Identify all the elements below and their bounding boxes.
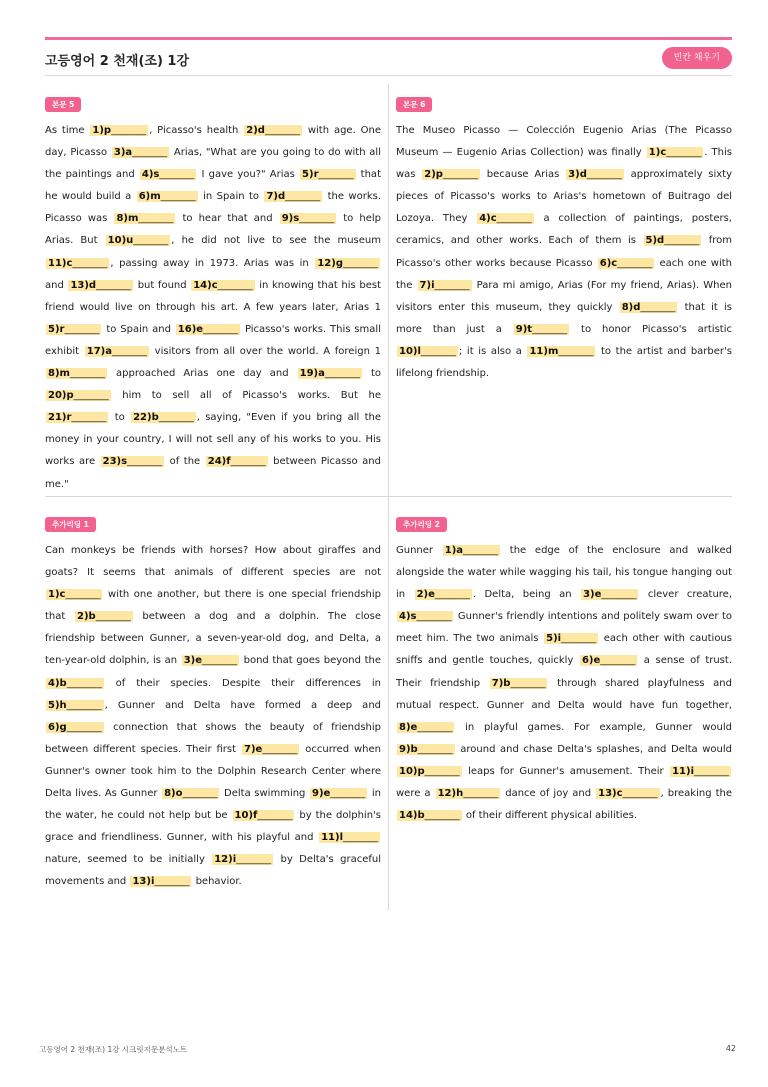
fill-blank[interactable] — [315, 258, 380, 269]
blank-line: _______ — [66, 721, 102, 733]
passage-fragment: Arias, "What are you going to do with all the paintings and — [45, 147, 381, 181]
blank-hint: 4)s — [399, 611, 417, 623]
blank-hint: 3)d — [568, 169, 587, 181]
passage-fragment: the edge of the enclosure and walked alongside the water while wagging his tail, his tongue hanging out in — [396, 545, 732, 601]
fill-blank[interactable] — [647, 147, 703, 158]
passage-fragment: Para mi amigo, Arias (For my friend, Arias). When visitors enter this museum, they quickly — [396, 279, 732, 313]
fill-blank[interactable] — [244, 125, 302, 136]
fill-blank[interactable] — [206, 456, 268, 467]
passage-fragment: a sense of trust. Their friendship — [396, 655, 732, 689]
blank-hint: 7)i — [419, 279, 435, 291]
blank-line: _______ — [299, 213, 335, 225]
passage-fragment: The Museo Picasso — Colección Eugenio Arias (The Picasso Museum — Eugenio Arias Collection) was finally — [396, 125, 732, 159]
section-extra-reading-2 — [396, 512, 732, 827]
blank-hint: 19)a — [299, 368, 325, 380]
blank-line: _______ — [72, 257, 108, 269]
blank-line: _______ — [496, 213, 532, 225]
blank-line: _______ — [95, 611, 131, 623]
blank-hint: 5)h — [48, 699, 67, 711]
passage-fragment: occurred when Gunner's owner took him to the Dolphin Research Center where Delta lives. As Gunner — [45, 743, 381, 800]
passage-fragment: , breaking the — [660, 788, 732, 800]
fill-blank[interactable] — [131, 412, 196, 423]
passage-fragment: between a dog and a dolphin. The close friendship between Gunner, a seven-year-old dog, and Delta, a ten-year-old dolphin, is an — [45, 611, 381, 667]
fill-blank[interactable] — [397, 611, 453, 622]
passage-text — [45, 540, 381, 894]
blank-hint: 5)r — [48, 323, 65, 335]
blank-line: _______ — [236, 854, 272, 866]
passage-fragment: to hear that and — [176, 213, 279, 225]
blank-hint: 8)m — [48, 368, 70, 380]
blank-line: _______ — [463, 788, 499, 800]
passage-fragment: through shared playfulness and mutual respect. Gunner and Delta would have fun together, — [396, 677, 732, 711]
blank-hint: 20)p — [48, 390, 74, 402]
blank-line: _______ — [664, 235, 700, 247]
section-bonmun-5 — [45, 92, 381, 496]
passage-fragment: dance of joy and — [501, 788, 596, 800]
blank-line: _______ — [66, 677, 102, 689]
passage-fragment: I gave you?" Arias — [197, 169, 300, 181]
section-tag: 추가리딩 2 — [396, 517, 447, 532]
blank-hint: 10)f — [234, 810, 258, 822]
blank-line: _______ — [424, 765, 460, 777]
passage-fragment: nature, seemed to be initially — [45, 854, 212, 866]
page-title: 고등영어 2 천재(조) 1강 — [45, 54, 190, 69]
blank-hint: 5)d — [645, 235, 665, 247]
passage-fragment: . Delta, being an — [472, 589, 581, 601]
fill-blank[interactable] — [580, 655, 637, 666]
blank-line: _______ — [264, 125, 300, 136]
header-accent-bar — [45, 37, 732, 40]
fill-blank[interactable] — [477, 213, 533, 224]
blank-line: _______ — [65, 589, 101, 601]
fill-blank[interactable] — [566, 169, 624, 180]
section-extra-reading-1 — [45, 512, 381, 894]
blank-line: _______ — [424, 810, 460, 822]
blank-line: _______ — [416, 611, 452, 623]
passage-fragment: Gunner's friendly intentions and politely swam over to meet him. The two animals — [396, 611, 732, 645]
blank-line: _______ — [463, 545, 499, 556]
blank-line: _______ — [285, 191, 321, 203]
passage-fragment: . This was — [396, 147, 732, 181]
passage-fragment: in knowing that his best friend would live on through his art. A few years later, Arias 1 — [45, 279, 381, 313]
blank-hint: 9)b — [399, 743, 418, 755]
section-bonmun-6 — [396, 92, 732, 385]
blank-line: _______ — [230, 456, 266, 468]
passage-fragment: , passing away in 1973. Arias was in — [110, 257, 315, 269]
passage-fragment: each other with cautious sniffs and gentle touches, quickly — [396, 633, 732, 667]
blank-line: _______ — [66, 699, 102, 711]
blank-line: _______ — [640, 301, 676, 313]
blank-line: _______ — [434, 279, 470, 291]
blank-hint: 11)m — [529, 345, 559, 357]
blank-hint: 4)s — [141, 169, 160, 181]
blank-line: _______ — [111, 125, 147, 136]
blank-line: _______ — [561, 633, 597, 645]
passage-fragment: , saying, "Even if you bring all the money in your country, I will not sell any of his works to you. His works are — [45, 412, 381, 468]
passage-fragment: with age. One day, Picasso — [45, 125, 381, 159]
passage-text — [396, 120, 732, 385]
blank-line: _______ — [417, 743, 453, 755]
blank-hint: 2)e — [416, 589, 435, 601]
blank-hint: 5)i — [546, 633, 562, 645]
blank-hint: 2)p — [424, 169, 443, 181]
blank-hint: 4)b — [48, 677, 67, 689]
passage-fragment: the works. Picasso was — [45, 191, 381, 225]
blank-hint: 8)m — [116, 213, 139, 225]
passage-fragment: to Spain and — [102, 323, 175, 335]
passage-fragment: to honor Picasso's artistic — [570, 323, 732, 335]
passage-fragment: but found — [134, 279, 191, 291]
blank-hint: 11)c — [48, 257, 73, 269]
fill-blank[interactable] — [443, 545, 500, 556]
page-number: 42 — [725, 1044, 736, 1053]
fill-blank[interactable] — [298, 368, 362, 379]
blank-hint: 10)u — [107, 235, 134, 247]
fill-blank[interactable] — [598, 258, 654, 269]
blank-line: _______ — [138, 213, 174, 225]
blank-hint: 4)c — [479, 213, 497, 225]
fill-blank[interactable] — [191, 280, 254, 291]
blank-line: _______ — [600, 655, 636, 667]
fill-blank[interactable] — [490, 678, 548, 689]
blank-hint: 11)i — [672, 765, 694, 777]
blank-line: _______ — [160, 191, 196, 203]
passage-fragment: in playful games. For example, Gunner would — [455, 721, 732, 733]
blank-hint: 13)d — [70, 279, 97, 291]
blank-line: _______ — [532, 323, 568, 335]
blank-hint: 3)a — [113, 147, 133, 159]
fill-blank[interactable] — [670, 766, 731, 777]
blank-line: _______ — [154, 876, 190, 888]
passage-fragment: from Picasso's other works because Picasso — [396, 235, 732, 269]
fill-blank[interactable] — [436, 788, 501, 799]
passage-fragment: and — [45, 279, 68, 291]
fill-blank[interactable] — [90, 125, 148, 136]
blank-hint: 12)h — [437, 788, 464, 800]
section-tag: 추가리딩 1 — [45, 517, 96, 532]
fill-blank[interactable] — [415, 589, 472, 600]
fill-blank[interactable] — [68, 280, 133, 291]
blank-hint: 8)o — [164, 788, 183, 800]
passage-fragment: to help Arias. But — [45, 213, 381, 247]
passage-fragment: visitors from all over the world. A foreign 1 — [149, 345, 381, 357]
passage-fragment: in the water, he could not help but be — [45, 788, 381, 822]
fill-blank[interactable] — [212, 854, 273, 865]
fill-blank[interactable] — [620, 302, 678, 313]
blank-line: _______ — [257, 810, 293, 822]
passage-fragment: each one with the — [396, 257, 732, 291]
blank-hint: 14)c — [193, 279, 218, 291]
blank-hint: 16)e — [177, 323, 204, 335]
passage-fragment: approximately sixty pieces of Picasso's works to Arias's hometown of Buitrago del Lozoya. They — [396, 169, 732, 225]
fill-blank[interactable] — [140, 169, 196, 180]
blank-line: _______ — [694, 765, 729, 777]
blank-line: _______ — [202, 655, 237, 667]
passage-fragment: ; it is also a — [458, 345, 527, 357]
fill-blank[interactable] — [46, 368, 107, 379]
blank-hint: 2)b — [77, 611, 96, 623]
blank-line: _______ — [318, 169, 354, 181]
passage-fragment: of their species. Despite their differences in — [104, 677, 381, 689]
passage-fragment: behavior. — [192, 876, 242, 888]
blank-hint: 24)f — [207, 456, 231, 468]
blank-line: _______ — [343, 832, 378, 844]
fill-blank[interactable] — [544, 633, 598, 644]
blank-line: _______ — [330, 788, 366, 800]
passage-fragment: As time — [45, 125, 90, 136]
passage-fragment: , Gunner and Delta have formed a deep and — [104, 699, 381, 711]
blank-hint: 10)l — [399, 345, 421, 357]
passage-text — [45, 120, 381, 496]
blank-line: _______ — [324, 368, 360, 380]
fill-blank[interactable] — [114, 213, 175, 224]
fill-blank[interactable] — [106, 235, 171, 246]
blank-hint: 9)e — [311, 788, 331, 800]
passage-text — [396, 540, 732, 827]
blank-hint: 6)g — [48, 721, 67, 733]
header-divider — [45, 75, 732, 76]
blank-hint: 17)a — [86, 345, 112, 357]
passage-fragment: of the — [165, 456, 205, 468]
blank-line: _______ — [127, 456, 163, 468]
fill-blank[interactable] — [319, 832, 380, 843]
fill-blank[interactable] — [233, 810, 295, 821]
blank-line: _______ — [182, 788, 218, 800]
passage-fragment: him to sell all of Picasso's works. But he — [111, 390, 381, 402]
blank-line: _______ — [510, 677, 546, 689]
blank-hint: 7)d — [266, 191, 286, 203]
passage-fragment: because Arias — [480, 169, 566, 181]
blank-line: _______ — [159, 169, 195, 181]
passage-fragment: , he did not live to see the museum — [171, 235, 382, 247]
passage-fragment: to the artist and barber's lifelong friendship. — [396, 345, 732, 380]
fill-blank[interactable] — [46, 722, 104, 733]
blank-hint: 12)g — [317, 257, 343, 269]
blank-hint: 1)p — [92, 125, 112, 136]
blank-line: _______ — [73, 390, 109, 402]
blank-line: _______ — [64, 323, 100, 335]
fill-blank[interactable] — [137, 191, 198, 202]
blank-hint: 7)b — [491, 677, 511, 689]
blank-line: _______ — [71, 412, 107, 424]
passage-fragment: that he would build a — [45, 169, 381, 203]
fill-blank[interactable] — [527, 346, 595, 357]
passage-fragment: Gunner — [396, 545, 442, 556]
passage-fragment: Picasso's works. This small exhibit — [45, 323, 381, 357]
blank-hint: 5)r — [302, 169, 319, 181]
fill-blank[interactable] — [46, 390, 111, 401]
passage-fragment: leaps for Gunner's amusement. Their — [462, 765, 670, 777]
passage-fragment: to — [109, 412, 131, 424]
passage-fragment: , Picasso's health — [149, 125, 244, 136]
passage-fragment: Delta swimming — [220, 788, 309, 800]
fill-blank[interactable] — [264, 191, 322, 202]
fill-blank[interactable] — [397, 766, 462, 777]
fill-blank[interactable] — [514, 324, 569, 335]
blank-line: _______ — [132, 147, 168, 159]
passage-fragment: with one another, but there is one special friendship that — [45, 589, 381, 623]
fill-blank[interactable] — [101, 456, 164, 467]
blank-hint: 21)r — [48, 412, 72, 424]
blank-hint: 9)t — [515, 323, 533, 335]
blank-line: _______ — [417, 721, 453, 733]
blank-line: _______ — [111, 345, 147, 357]
passage-fragment: clever creature, — [639, 589, 733, 601]
section-tag: 본문 5 — [45, 97, 81, 112]
section-tag: 본문 6 — [396, 97, 432, 112]
fill-blank[interactable] — [644, 235, 702, 246]
blank-hint: 6)m — [138, 191, 161, 203]
fill-blank[interactable] — [130, 876, 191, 887]
fill-blank[interactable] — [422, 169, 480, 180]
passage-fragment: by Delta's graceful movements and — [45, 854, 381, 888]
blank-hint: 2)d — [246, 125, 265, 136]
blank-line: _______ — [601, 589, 637, 601]
passage-fragment: a collection of paintings, posters, ceramics, and other works. Each of them is — [396, 213, 732, 247]
blank-line: _______ — [420, 345, 456, 357]
fill-blank[interactable] — [418, 280, 472, 291]
blank-hint: 1)a — [444, 545, 464, 556]
blank-line: _______ — [262, 743, 298, 755]
blank-hint: 22)b — [133, 412, 159, 424]
passage-fragment: in Spain to — [198, 191, 264, 203]
blank-line: _______ — [666, 147, 702, 159]
fill-blank[interactable] — [280, 213, 336, 224]
fill-blank[interactable] — [46, 589, 102, 600]
passage-fragment: to — [362, 368, 381, 380]
blank-hint: 1)c — [648, 147, 667, 159]
blank-hint: 8)d — [621, 301, 641, 313]
blank-line: _______ — [622, 788, 658, 800]
passage-fragment: of their different physical abilities. — [462, 810, 638, 822]
blank-hint: 13)i — [132, 876, 155, 888]
blank-line: _______ — [96, 279, 132, 291]
blank-hint: 7)e — [244, 743, 263, 755]
blank-line: _______ — [217, 279, 253, 291]
fill-blank[interactable] — [46, 258, 109, 269]
fill-blank[interactable] — [162, 788, 219, 799]
fill-blank[interactable] — [46, 324, 101, 335]
blank-line: _______ — [343, 257, 378, 269]
blank-hint: 13)c — [598, 788, 623, 800]
row-divider — [45, 496, 732, 497]
fill-blank[interactable] — [46, 700, 104, 711]
fill-blank[interactable] — [75, 611, 133, 622]
fill-blank[interactable] — [176, 324, 240, 335]
fill-blank[interactable] — [397, 346, 458, 357]
fill-blank[interactable] — [46, 412, 108, 423]
blank-line: _______ — [203, 323, 239, 335]
fill-blank[interactable] — [310, 788, 367, 799]
passage-fragment: were a — [396, 788, 435, 800]
fill-blank[interactable] — [581, 589, 638, 600]
fill-blank[interactable] — [242, 744, 299, 755]
fill-blank[interactable] — [300, 169, 355, 180]
fill-blank[interactable] — [182, 655, 239, 666]
fill-blanks-button[interactable]: 빈칸 채우기 — [662, 47, 732, 69]
blank-hint: 11)l — [321, 832, 343, 844]
blank-hint: 12)i — [214, 854, 237, 866]
blank-hint: 14)b — [399, 810, 425, 822]
passage-fragment: by the dolphin's grace and friendliness. Gunner, with his playful and — [45, 810, 381, 844]
blank-line: _______ — [434, 589, 470, 601]
blank-hint: 6)c — [599, 257, 618, 269]
passage-fragment: between Picasso and me." — [45, 456, 381, 490]
blank-line: _______ — [69, 368, 105, 380]
blank-hint: 8)e — [399, 721, 418, 733]
blank-hint: 10)p — [399, 765, 425, 777]
passage-fragment: that it is more than just a — [396, 301, 732, 335]
blank-hint: 3)e — [583, 589, 602, 601]
blank-hint: 6)e — [581, 655, 601, 667]
passage-fragment: connection that shows the beauty of friendship between different species. Their first — [45, 721, 381, 755]
fill-blank[interactable] — [397, 722, 454, 733]
column-divider — [388, 84, 389, 910]
blank-line: _______ — [558, 345, 594, 357]
fill-blank[interactable] — [112, 147, 169, 158]
blank-line: _______ — [158, 412, 194, 424]
passage-fragment: Can monkeys be friends with horses? How about giraffes and goats? It seems that animals of different species are not — [45, 545, 381, 579]
passage-fragment: around and chase Delta's splashes, and Delta would — [455, 743, 732, 755]
passage-fragment: bond that goes beyond the — [240, 655, 381, 667]
fill-blank[interactable] — [85, 346, 149, 357]
blank-hint: 23)s — [102, 456, 128, 468]
blank-line: _______ — [586, 169, 622, 181]
fill-blank[interactable] — [596, 788, 659, 799]
fill-blank[interactable] — [46, 678, 104, 689]
fill-blank[interactable] — [397, 810, 462, 821]
blank-line: _______ — [442, 169, 478, 181]
footer-text: 고등영어 2 천재(조) 1강 시크릿지문분석노트 — [39, 1045, 188, 1054]
fill-blank[interactable] — [397, 744, 455, 755]
passage-fragment: approached Arias one day and — [107, 368, 297, 380]
blank-hint: 9)s — [281, 213, 300, 225]
blank-hint: 3)e — [183, 655, 202, 667]
blank-line: _______ — [617, 257, 653, 269]
blank-hint: 1)c — [48, 589, 66, 601]
blank-line: _______ — [133, 235, 169, 247]
